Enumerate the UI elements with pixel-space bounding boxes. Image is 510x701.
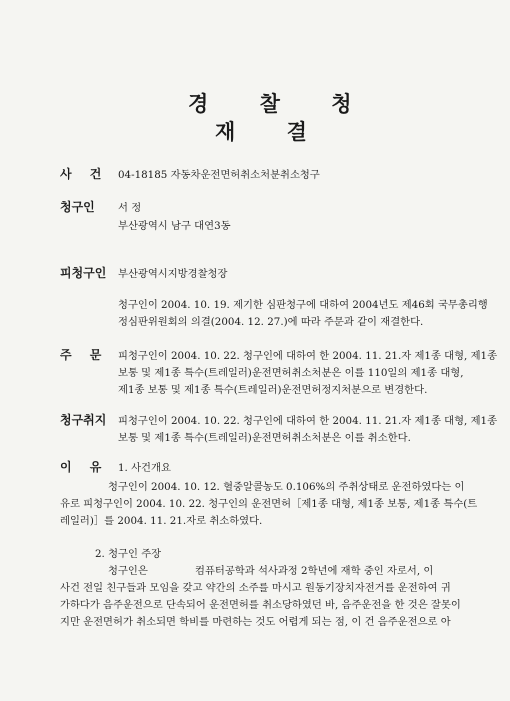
reason-line: 사건 전일 친구들과 모임을 갖고 약간의 소주를 마시고 원동기장치자전거를 운전하여 귀	[60, 582, 451, 594]
purpose-line: 피청구인이 2004. 10. 22. 청구인에 대하여 한 2004. 11. 21.자 제1종 대형, 제1종	[118, 415, 498, 427]
decision-title: 재 결	[215, 119, 329, 144]
respondent-label: 피청구인	[60, 266, 107, 280]
respondent-value: 부산광역시지방경찰청장	[118, 268, 228, 280]
intro-line: 정심판위원회의 의결(2004. 12. 27.)에 따라 주문과 같이 재결한다.	[118, 316, 424, 328]
intro-line: 청구인이 2004. 10. 19. 제기한 심판청구에 대하여 2004년도 제46회 국무총리행	[118, 299, 488, 311]
reason-line: 청구인이 2004. 10. 12. 혈중알콜농도 0.106%의 주취상태로 운전하였다는 이	[108, 481, 465, 493]
order-line: 피청구인이 2004. 10. 22. 청구인에 대하여 한 2004. 11. 21.자 제1종 대형, 제1종	[118, 350, 498, 362]
case-value: 04-18185 자동차운전면허취소처분취소청구	[118, 169, 320, 181]
order-line: 보통 및 제1종 특수(트레일러)운전면허취소처분은 이를 110일의 제1종 대형,	[118, 367, 464, 379]
reason-line: 지만 운전면허가 취소되면 학비를 마련하는 것도 어렵게 되는 점, 이 건 음주운전으로 아	[60, 616, 451, 628]
order-line: 제1종 보통 및 제1종 특수(트레일러)운전면허정지처분으로 변경한다.	[118, 384, 428, 396]
reason-line: 컴퓨터공학과 석사과정 2학년에 재학 중인 자로서, 이	[195, 565, 434, 577]
reason-line: 레일러)］를 2004. 11. 21.자로 취소하였다.	[60, 515, 263, 527]
case-label: 사 건	[60, 167, 102, 181]
section-heading: 1. 사건개요	[118, 462, 171, 474]
claimant-name: 서 정	[118, 202, 142, 214]
purpose-label: 청구취지	[60, 413, 107, 427]
section-heading: 2. 청구인 주장	[95, 548, 162, 560]
purpose-line: 보통 및 제1종 특수(트레일러)운전면허취소처분은 이를 취소한다.	[118, 432, 411, 444]
agency-title: 경 찰 청	[188, 91, 374, 116]
reason-line-prefix: 청구인은	[108, 565, 148, 577]
claimant-address: 부산광역시 남구 대연3동	[118, 220, 231, 232]
reason-label: 이 유	[60, 460, 102, 474]
reason-line: 유로 피청구인이 2004. 10. 22. 청구인의 운전면허［제1종 대형, 제1종 보통, 제1종 특수(트	[60, 498, 478, 510]
order-label: 주 문	[60, 348, 102, 362]
reason-line: 가하다가 음주운전으로 단속되어 운전면허를 취소당하였던 바, 음주운전을 한 것은 잘못이	[60, 599, 461, 611]
claimant-label: 청구인	[60, 200, 95, 214]
